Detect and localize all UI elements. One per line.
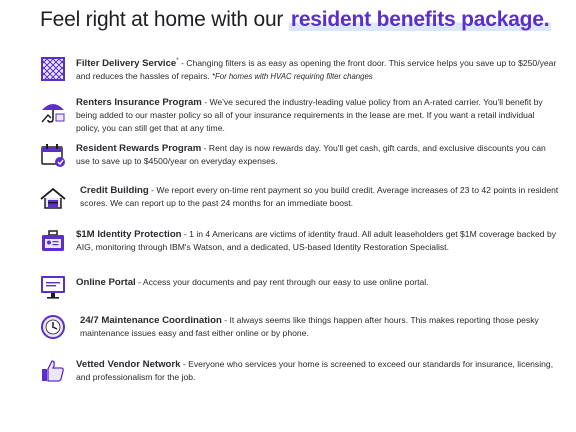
benefit-identity-protection [40,228,560,268]
benefit-maintenance-coordination [40,314,560,354]
footnote-mark: * [176,58,179,64]
benefit-filter-delivery [40,56,560,96]
benefit-description: - Everyone who services your home is screened to exceed our standards for insurance, licensing, and professionalism for the job. [76,359,554,383]
benefit-vetted-vendor-network [40,358,560,398]
clock-icon [40,314,66,340]
page-title [40,8,551,32]
benefit-description: - We've secured the industry-leading value policy from an A-rated carrier. You'll benefit by being added to our master policy so all of your insurance requirements in the lease are met. If you want a retail individual policy, you can still get that at any time. [76,97,543,133]
benefit-renters-insurance [40,96,560,136]
air-filter-icon [40,56,66,82]
benefit-title: Vetted Vendor Network [76,359,181,370]
benefit-title: Credit Building [80,185,149,196]
benefit-title: Online Portal [76,277,136,288]
monitor-icon [40,274,66,300]
benefit-description: - Rent day is now rewards day. You'll get cash, gift cards, and exclusive discounts you can use to save up to $4500/year on everyday expenses. [76,143,546,167]
benefit-online-portal [40,274,560,314]
benefit-title: Filter Delivery Service [76,57,177,69]
benefit-footnote: *For homes with HVAC requiring filter changes [209,72,373,82]
identity-briefcase-icon [40,228,66,254]
benefit-description: - We report every on-time rent payment so you build credit. Average increases of 23 to 42 points in resident scores. We can report up to the past 24 months for an immediate boost. [80,185,559,209]
benefit-credit-building [40,184,560,224]
benefit-resident-rewards [40,142,560,182]
benefit-title: Resident Rewards Program [76,143,202,154]
benefit-description: - Access your documents and pay rent through our easy to use online portal. [135,277,429,287]
benefit-description: - It always seems like things happen after hours. This makes reporting those pesky maintenance issues easy and fast either online or by phone. [80,315,539,339]
benefit-title: Renters Insurance Program [76,97,202,108]
benefit-description: - 1 in 4 Americans are victims of identity fraud. All adult leaseholders get $1M coverage backed by AIG, monitoring through IBM's Watson, and a dedicated, US-based Identity Restoration Specialist. [76,229,557,253]
benefit-description: - Changing filters is as easy as opening the front door. This service helps you save up to $250/year and reduces the hassles of repairs. [76,57,557,82]
thumbs-up-icon [40,358,66,384]
title-prefix: Feel right at home with our [40,8,289,31]
benefit-title: $1M Identity Protection [76,229,182,240]
calendar-icon [40,142,66,168]
umbrella-icon [40,98,66,124]
title-highlight: resident benefits package. [290,8,550,31]
benefit-title: 24/7 Maintenance Coordination [80,315,222,326]
house-credit-icon [40,186,66,212]
